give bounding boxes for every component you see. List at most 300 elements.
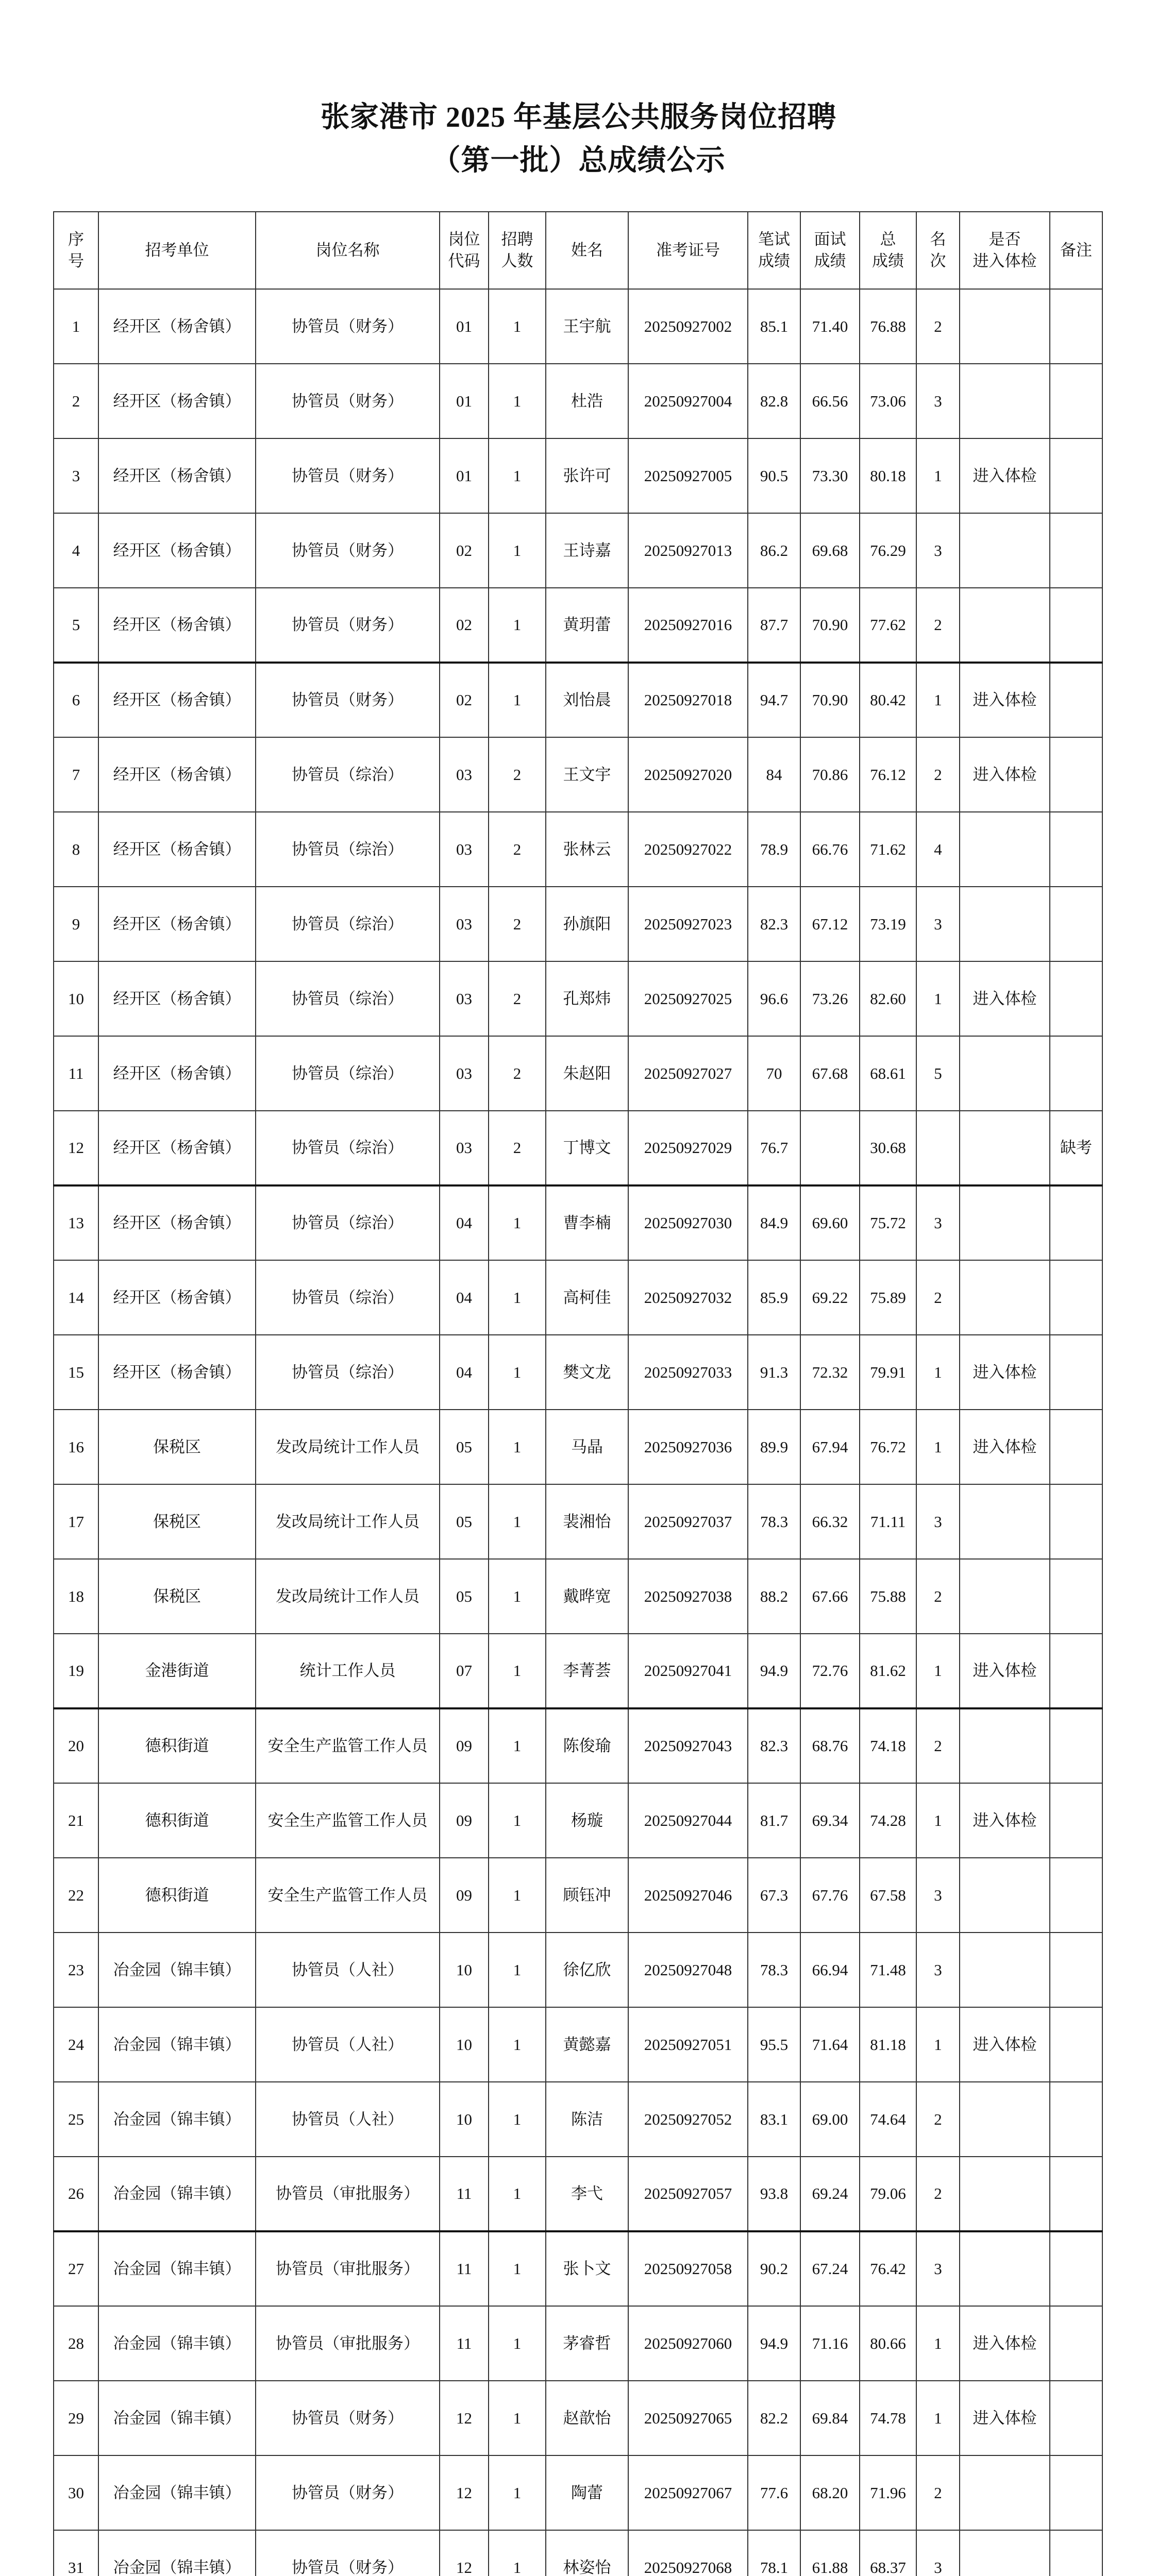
post-code-cell: 04: [440, 1260, 489, 1335]
medical-check-cell: 进入体检: [960, 2306, 1050, 2381]
table-row: [54, 2007, 1102, 2082]
total-score-cell: 71.96: [860, 2455, 916, 2530]
post-code-cell: 10: [440, 1933, 489, 2007]
post-code-cell: 04: [440, 1185, 489, 1260]
remark-cell: [1050, 1410, 1102, 1484]
unit-cell: 经开区（杨舍镇）: [98, 438, 256, 513]
header-row: [54, 212, 1102, 289]
table-row: [54, 513, 1102, 588]
post-cell: 协管员（审批服务）: [256, 2231, 440, 2306]
post-code-cell: 09: [440, 1708, 489, 1783]
total-score-cell: 74.64: [860, 2082, 916, 2157]
name-cell: 王诗嘉: [546, 513, 628, 588]
remark-cell: [1050, 2231, 1102, 2306]
name-cell: 陈俊瑜: [546, 1708, 628, 1783]
serial-cell: 31: [54, 2530, 98, 2576]
post-cell: 协管员（综治）: [256, 1335, 440, 1410]
post-cell: 协管员（审批服务）: [256, 2306, 440, 2381]
unit-cell: 德积街道: [98, 1858, 256, 1933]
post-code-cell: 11: [440, 2306, 489, 2381]
quota-cell: 2: [489, 1111, 546, 1185]
serial-cell: 26: [54, 2157, 98, 2231]
written-score-cell: 78.3: [748, 1484, 800, 1559]
interview-score-cell: 68.20: [800, 2455, 860, 2530]
written-score-cell: 90.5: [748, 438, 800, 513]
rank-cell: 3: [916, 2231, 960, 2306]
post-cell: 协管员（财务）: [256, 289, 440, 364]
rank-cell: 2: [916, 1260, 960, 1335]
table-row: [54, 1634, 1102, 1708]
quota-cell: 1: [489, 513, 546, 588]
medical-check-cell: [960, 887, 1050, 961]
total-score-cell: 76.12: [860, 737, 916, 812]
medical-check-cell: [960, 812, 1050, 887]
serial-cell: 24: [54, 2007, 98, 2082]
remark-cell: [1050, 1858, 1102, 1933]
table-row: [54, 289, 1102, 364]
medical-check-cell: 进入体检: [960, 1634, 1050, 1708]
post-code-cell: 11: [440, 2157, 489, 2231]
rank-cell: 4: [916, 812, 960, 887]
table-body: [54, 289, 1102, 2576]
interview-score-cell: 66.94: [800, 1933, 860, 2007]
rank-cell: 3: [916, 364, 960, 438]
quota-cell: 1: [489, 588, 546, 663]
unit-cell: 冶金园（锦丰镇）: [98, 1933, 256, 2007]
rank-cell: 1: [916, 1410, 960, 1484]
post-code-cell: 12: [440, 2530, 489, 2576]
serial-cell: 21: [54, 1783, 98, 1858]
remark-cell: [1050, 1708, 1102, 1783]
post-cell: 协管员（财务）: [256, 663, 440, 737]
quota-cell: 1: [489, 1335, 546, 1410]
post-cell: 协管员（综治）: [256, 961, 440, 1036]
header-ticket-number: 准考证号: [628, 212, 748, 289]
medical-check-cell: [960, 1036, 1050, 1111]
total-score-cell: 76.42: [860, 2231, 916, 2306]
post-cell: 协管员（综治）: [256, 737, 440, 812]
serial-cell: 29: [54, 2381, 98, 2455]
post-cell: 协管员（财务）: [256, 588, 440, 663]
interview-score-cell: 73.26: [800, 961, 860, 1036]
total-score-cell: 80.42: [860, 663, 916, 737]
post-code-cell: 05: [440, 1484, 489, 1559]
post-code-cell: 02: [440, 663, 489, 737]
post-cell: 发改局统计工作人员: [256, 1559, 440, 1634]
remark-cell: [1050, 588, 1102, 663]
quota-cell: 1: [489, 289, 546, 364]
serial-cell: 11: [54, 1036, 98, 1111]
rank-cell: 2: [916, 289, 960, 364]
ticket-number-cell: 20250927041: [628, 1634, 748, 1708]
ticket-number-cell: 20250927060: [628, 2306, 748, 2381]
unit-cell: 保税区: [98, 1484, 256, 1559]
serial-cell: 10: [54, 961, 98, 1036]
interview-score-cell: 67.24: [800, 2231, 860, 2306]
header-written-score: 笔试 成绩: [748, 212, 800, 289]
ticket-number-cell: 20250927029: [628, 1111, 748, 1185]
written-score-cell: 84.9: [748, 1185, 800, 1260]
table-row: [54, 887, 1102, 961]
header-rank: 名 次: [916, 212, 960, 289]
unit-cell: 经开区（杨舍镇）: [98, 887, 256, 961]
rank-cell: 2: [916, 2455, 960, 2530]
name-cell: 张林云: [546, 812, 628, 887]
table-row: [54, 588, 1102, 663]
ticket-number-cell: 20250927065: [628, 2381, 748, 2455]
rank-cell: 1: [916, 2306, 960, 2381]
remark-cell: [1050, 1260, 1102, 1335]
unit-cell: 经开区（杨舍镇）: [98, 588, 256, 663]
serial-cell: 13: [54, 1185, 98, 1260]
name-cell: 王文宇: [546, 737, 628, 812]
name-cell: 张许可: [546, 438, 628, 513]
unit-cell: 金港街道: [98, 1634, 256, 1708]
remark-cell: [1050, 737, 1102, 812]
quota-cell: 1: [489, 2007, 546, 2082]
table-row: [54, 2381, 1102, 2455]
total-score-cell: 81.18: [860, 2007, 916, 2082]
header-interview-score: 面试 成绩: [800, 212, 860, 289]
ticket-number-cell: 20250927068: [628, 2530, 748, 2576]
unit-cell: 经开区（杨舍镇）: [98, 1036, 256, 1111]
serial-cell: 9: [54, 887, 98, 961]
remark-cell: [1050, 1783, 1102, 1858]
unit-cell: 德积街道: [98, 1783, 256, 1858]
medical-check-cell: 进入体检: [960, 737, 1050, 812]
rank-cell: 1: [916, 663, 960, 737]
medical-check-cell: 进入体检: [960, 663, 1050, 737]
unit-cell: 冶金园（锦丰镇）: [98, 2157, 256, 2231]
medical-check-cell: 进入体检: [960, 438, 1050, 513]
medical-check-cell: [960, 1858, 1050, 1933]
serial-cell: 23: [54, 1933, 98, 2007]
written-score-cell: 90.2: [748, 2231, 800, 2306]
ticket-number-cell: 20250927022: [628, 812, 748, 887]
header-remark: 备注: [1050, 212, 1102, 289]
remark-cell: [1050, 2007, 1102, 2082]
medical-check-cell: [960, 513, 1050, 588]
quota-cell: 1: [489, 2455, 546, 2530]
total-score-cell: 74.78: [860, 2381, 916, 2455]
name-cell: 张卜文: [546, 2231, 628, 2306]
table-row: [54, 961, 1102, 1036]
quota-cell: 1: [489, 2231, 546, 2306]
name-cell: 马晶: [546, 1410, 628, 1484]
name-cell: 赵歆怡: [546, 2381, 628, 2455]
interview-score-cell: 69.60: [800, 1185, 860, 1260]
total-score-cell: 68.37: [860, 2530, 916, 2576]
table-row: [54, 737, 1102, 812]
unit-cell: 保税区: [98, 1410, 256, 1484]
total-score-cell: 71.11: [860, 1484, 916, 1559]
post-cell: 协管员（财务）: [256, 513, 440, 588]
post-cell: 协管员（审批服务）: [256, 2157, 440, 2231]
table-row: [54, 1335, 1102, 1410]
name-cell: 林姿怡: [546, 2530, 628, 2576]
serial-cell: 19: [54, 1634, 98, 1708]
table-row: [54, 1708, 1102, 1783]
table-row: [54, 1559, 1102, 1634]
serial-cell: 1: [54, 289, 98, 364]
written-score-cell: 85.9: [748, 1260, 800, 1335]
serial-cell: 30: [54, 2455, 98, 2530]
ticket-number-cell: 20250927037: [628, 1484, 748, 1559]
medical-check-cell: [960, 1708, 1050, 1783]
quota-cell: 1: [489, 1634, 546, 1708]
rank-cell: 5: [916, 1036, 960, 1111]
post-cell: 发改局统计工作人员: [256, 1410, 440, 1484]
serial-cell: 8: [54, 812, 98, 887]
rank-cell: 3: [916, 1484, 960, 1559]
quota-cell: 1: [489, 1410, 546, 1484]
medical-check-cell: [960, 1185, 1050, 1260]
total-score-cell: 75.72: [860, 1185, 916, 1260]
medical-check-cell: [960, 2455, 1050, 2530]
name-cell: 黄懿嘉: [546, 2007, 628, 2082]
header-quota: 招聘 人数: [489, 212, 546, 289]
name-cell: 高柯佳: [546, 1260, 628, 1335]
interview-score-cell: 68.76: [800, 1708, 860, 1783]
quota-cell: 1: [489, 1933, 546, 2007]
remark-cell: [1050, 2455, 1102, 2530]
rank-cell: [916, 1111, 960, 1185]
written-score-cell: 87.7: [748, 588, 800, 663]
unit-cell: 经开区（杨舍镇）: [98, 663, 256, 737]
name-cell: 杜浩: [546, 364, 628, 438]
total-score-cell: 76.72: [860, 1410, 916, 1484]
written-score-cell: 96.6: [748, 961, 800, 1036]
interview-score-cell: 72.32: [800, 1335, 860, 1410]
remark-cell: [1050, 438, 1102, 513]
rank-cell: 2: [916, 1708, 960, 1783]
serial-cell: 12: [54, 1111, 98, 1185]
quota-cell: 1: [489, 1783, 546, 1858]
written-score-cell: 86.2: [748, 513, 800, 588]
ticket-number-cell: 20250927052: [628, 2082, 748, 2157]
rank-cell: 1: [916, 1335, 960, 1410]
table-row: [54, 1185, 1102, 1260]
name-cell: 丁博文: [546, 1111, 628, 1185]
written-score-cell: 93.8: [748, 2157, 800, 2231]
table-row: [54, 1933, 1102, 2007]
rank-cell: 1: [916, 1783, 960, 1858]
ticket-number-cell: 20250927016: [628, 588, 748, 663]
interview-score-cell: 66.76: [800, 812, 860, 887]
medical-check-cell: [960, 588, 1050, 663]
ticket-number-cell: 20250927067: [628, 2455, 748, 2530]
ticket-number-cell: 20250927018: [628, 663, 748, 737]
ticket-number-cell: 20250927025: [628, 961, 748, 1036]
unit-cell: 冶金园（锦丰镇）: [98, 2306, 256, 2381]
post-cell: 协管员（财务）: [256, 364, 440, 438]
ticket-number-cell: 20250927038: [628, 1559, 748, 1634]
ticket-number-cell: 20250927004: [628, 364, 748, 438]
total-score-cell: 73.06: [860, 364, 916, 438]
unit-cell: 德积街道: [98, 1708, 256, 1783]
post-code-cell: 10: [440, 2007, 489, 2082]
serial-cell: 17: [54, 1484, 98, 1559]
ticket-number-cell: 20250927030: [628, 1185, 748, 1260]
name-cell: 孙旗阳: [546, 887, 628, 961]
quota-cell: 1: [489, 1484, 546, 1559]
remark-cell: [1050, 513, 1102, 588]
unit-cell: 经开区（杨舍镇）: [98, 961, 256, 1036]
post-cell: 协管员（财务）: [256, 2381, 440, 2455]
name-cell: 孔郑炜: [546, 961, 628, 1036]
written-score-cell: 84: [748, 737, 800, 812]
medical-check-cell: [960, 2530, 1050, 2576]
medical-check-cell: [960, 2231, 1050, 2306]
post-code-cell: 01: [440, 289, 489, 364]
header-post-code: 岗位 代码: [440, 212, 489, 289]
interview-score-cell: 71.64: [800, 2007, 860, 2082]
remark-cell: [1050, 2157, 1102, 2231]
rank-cell: 2: [916, 737, 960, 812]
written-score-cell: 78.9: [748, 812, 800, 887]
rank-cell: 1: [916, 961, 960, 1036]
table-header: [54, 212, 1102, 289]
header-total-score: 总 成绩: [860, 212, 916, 289]
post-cell: 安全生产监管工作人员: [256, 1858, 440, 1933]
medical-check-cell: [960, 1111, 1050, 1185]
rank-cell: 2: [916, 2157, 960, 2231]
total-score-cell: 68.61: [860, 1036, 916, 1111]
table-row: [54, 1858, 1102, 1933]
post-code-cell: 01: [440, 364, 489, 438]
rank-cell: 2: [916, 588, 960, 663]
rank-cell: 1: [916, 1634, 960, 1708]
post-cell: 协管员（综治）: [256, 1036, 440, 1111]
medical-check-cell: [960, 1933, 1050, 2007]
serial-cell: 15: [54, 1335, 98, 1410]
post-cell: 协管员（综治）: [256, 887, 440, 961]
header-serial: 序 号: [54, 212, 98, 289]
serial-cell: 3: [54, 438, 98, 513]
post-cell: 协管员（财务）: [256, 2455, 440, 2530]
written-score-cell: 78.3: [748, 1933, 800, 2007]
post-code-cell: 03: [440, 812, 489, 887]
unit-cell: 冶金园（锦丰镇）: [98, 2381, 256, 2455]
post-cell: 安全生产监管工作人员: [256, 1783, 440, 1858]
post-cell: 协管员（财务）: [256, 438, 440, 513]
ticket-number-cell: 20250927046: [628, 1858, 748, 1933]
total-score-cell: 75.88: [860, 1559, 916, 1634]
quota-cell: 1: [489, 364, 546, 438]
written-score-cell: 95.5: [748, 2007, 800, 2082]
post-cell: 协管员（人社）: [256, 1933, 440, 2007]
unit-cell: 经开区（杨舍镇）: [98, 1260, 256, 1335]
ticket-number-cell: 20250927051: [628, 2007, 748, 2082]
quota-cell: 1: [489, 2157, 546, 2231]
interview-score-cell: 69.68: [800, 513, 860, 588]
post-code-cell: 02: [440, 513, 489, 588]
table-row: [54, 2157, 1102, 2231]
unit-cell: 经开区（杨舍镇）: [98, 364, 256, 438]
quota-cell: 1: [489, 438, 546, 513]
post-cell: 协管员（财务）: [256, 2530, 440, 2576]
table-row: [54, 2530, 1102, 2576]
interview-score-cell: 69.84: [800, 2381, 860, 2455]
serial-cell: 27: [54, 2231, 98, 2306]
remark-cell: [1050, 2306, 1102, 2381]
post-cell: 协管员（综治）: [256, 1185, 440, 1260]
interview-score-cell: [800, 1111, 860, 1185]
unit-cell: 保税区: [98, 1559, 256, 1634]
post-code-cell: 03: [440, 1111, 489, 1185]
unit-cell: 经开区（杨舍镇）: [98, 513, 256, 588]
remark-cell: [1050, 2082, 1102, 2157]
written-score-cell: 94.9: [748, 1634, 800, 1708]
post-code-cell: 03: [440, 887, 489, 961]
remark-cell: [1050, 1634, 1102, 1708]
total-score-cell: 71.48: [860, 1933, 916, 2007]
table-row: [54, 2306, 1102, 2381]
header-medical-check: 是否 进入体检: [960, 212, 1050, 289]
post-code-cell: 05: [440, 1410, 489, 1484]
total-score-cell: 77.62: [860, 588, 916, 663]
medical-check-cell: 进入体检: [960, 2381, 1050, 2455]
name-cell: 曹李楠: [546, 1185, 628, 1260]
interview-score-cell: 70.90: [800, 588, 860, 663]
name-cell: 王宇航: [546, 289, 628, 364]
interview-score-cell: 71.16: [800, 2306, 860, 2381]
ticket-number-cell: 20250927013: [628, 513, 748, 588]
interview-score-cell: 61.88: [800, 2530, 860, 2576]
name-cell: 裴湘怡: [546, 1484, 628, 1559]
written-score-cell: 89.9: [748, 1410, 800, 1484]
written-score-cell: 77.6: [748, 2455, 800, 2530]
medical-check-cell: [960, 1260, 1050, 1335]
serial-cell: 14: [54, 1260, 98, 1335]
total-score-cell: 74.28: [860, 1783, 916, 1858]
table-row: [54, 1410, 1102, 1484]
total-score-cell: 30.68: [860, 1111, 916, 1185]
ticket-number-cell: 20250927057: [628, 2157, 748, 2231]
quota-cell: 2: [489, 887, 546, 961]
serial-cell: 18: [54, 1559, 98, 1634]
post-code-cell: 11: [440, 2231, 489, 2306]
post-code-cell: 03: [440, 1036, 489, 1111]
remark-cell: [1050, 1335, 1102, 1410]
header-name: 姓名: [546, 212, 628, 289]
written-score-cell: 85.1: [748, 289, 800, 364]
table-row: [54, 364, 1102, 438]
interview-score-cell: 67.68: [800, 1036, 860, 1111]
post-cell: 协管员（人社）: [256, 2007, 440, 2082]
unit-cell: 经开区（杨舍镇）: [98, 289, 256, 364]
interview-score-cell: 67.12: [800, 887, 860, 961]
medical-check-cell: [960, 289, 1050, 364]
name-cell: 朱赵阳: [546, 1036, 628, 1111]
rank-cell: 1: [916, 2381, 960, 2455]
interview-score-cell: 69.34: [800, 1783, 860, 1858]
table-row: [54, 1111, 1102, 1185]
interview-score-cell: 66.32: [800, 1484, 860, 1559]
written-score-cell: 82.8: [748, 364, 800, 438]
quota-cell: 1: [489, 1858, 546, 1933]
medical-check-cell: [960, 1484, 1050, 1559]
post-code-cell: 07: [440, 1634, 489, 1708]
rank-cell: 3: [916, 887, 960, 961]
rank-cell: 1: [916, 2007, 960, 2082]
total-score-cell: 79.91: [860, 1335, 916, 1410]
remark-cell: [1050, 961, 1102, 1036]
name-cell: 樊文龙: [546, 1335, 628, 1410]
written-score-cell: 70: [748, 1036, 800, 1111]
unit-cell: 经开区（杨舍镇）: [98, 1185, 256, 1260]
interview-score-cell: 69.22: [800, 1260, 860, 1335]
